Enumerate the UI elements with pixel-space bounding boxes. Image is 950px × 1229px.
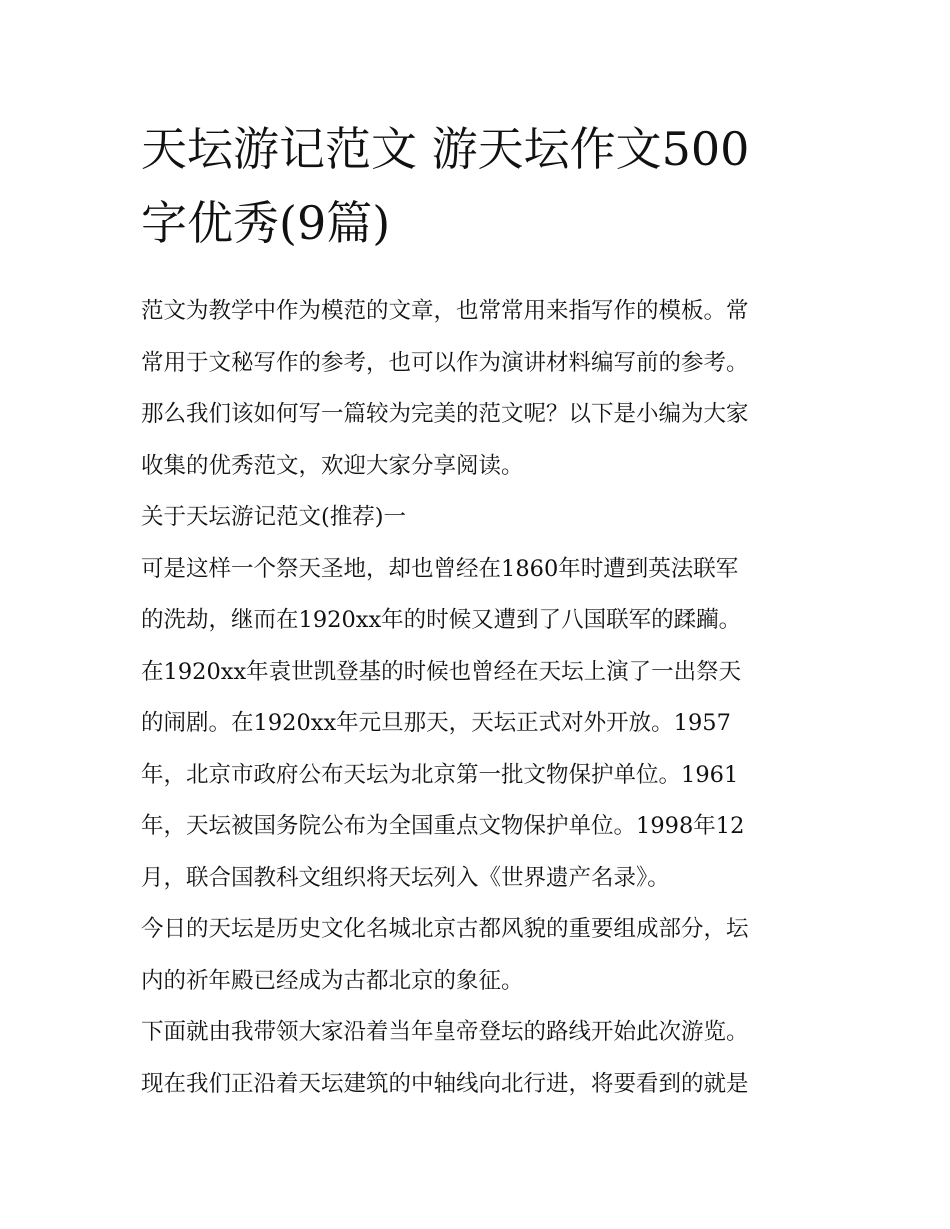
body-line: 月，联合国教科文组织将天坛列入《世界遗产名录》。	[141, 864, 670, 891]
body-line: 的闹剧。在1920xx年元旦那天，天坛正式对外开放。1957	[141, 710, 731, 736]
body-line: 现在我们正沿着天坛建筑的中轴线向北行进，将要看到的就是	[141, 1070, 749, 1097]
body-line: 年，天坛被国务院公布为全国重点文物保护单位。1998年12	[141, 813, 745, 839]
section-heading: 关于天坛游记范文(推荐)一	[141, 504, 407, 530]
body-line: 那么我们该如何写一篇较为完美的范文呢？以下是小编为大家	[141, 401, 749, 427]
body-line: 今日的天坛是历史文化名城北京古都风貌的重要组成部分，坛	[141, 916, 749, 942]
body-line: 内的祈年殿已经成为古都北京的象征。	[141, 967, 524, 994]
body-line: 的洗劫，继而在1920xx年的时候又遭到了八国联军的蹂躏。	[141, 607, 742, 633]
body-line: 收集的优秀范文，欢迎大家分享阅读。	[141, 452, 524, 479]
body-line: 在1920xx年袁世凯登基的时候也曾经在天坛上演了一出祭天	[141, 658, 742, 685]
document-title	[141, 112, 821, 260]
title-line: 字优秀(9篇)	[141, 196, 391, 250]
body-line: 范文为教学中作为模范的文章，也常常用来指写作的模板。常	[141, 298, 749, 324]
body-line: 下面就由我带领大家沿着当年皇帝登坛的路线开始此次游览。	[141, 1019, 749, 1045]
body-line: 可是这样一个祭天圣地，却也曾经在1860年时遭到英法联军	[141, 555, 739, 582]
title-line: 天坛游记范文 游天坛作文500	[141, 122, 750, 176]
document-page	[141, 112, 821, 1110]
body-line: 常用于文秘写作的参考，也可以作为演讲材料编写前的参考。	[141, 349, 749, 376]
document-body	[141, 286, 821, 1110]
body-line: 年，北京市政府公布天坛为北京第一批文物保护单位。1961	[141, 761, 739, 788]
